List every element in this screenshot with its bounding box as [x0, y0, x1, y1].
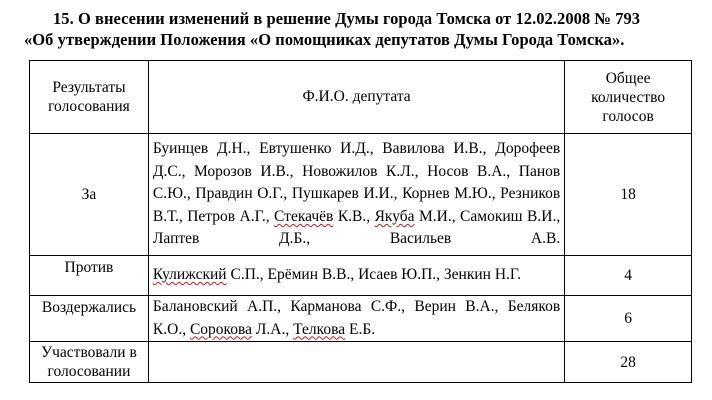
spellcheck-name: Якуба — [374, 207, 415, 225]
header-total: Общее количество голосов — [565, 61, 692, 134]
spellcheck-name: Стекачёв — [274, 207, 334, 225]
names-text: Е.Б. — [345, 320, 376, 338]
names-text: Л.А., — [252, 320, 294, 338]
table-row-participated — [30, 342, 692, 383]
total-cell: 28 — [565, 342, 692, 383]
names-cell — [148, 256, 564, 296]
header-names: Ф.И.О. депутата — [148, 61, 564, 134]
result-cell: Воздержались — [30, 296, 149, 342]
result-cell: За — [30, 134, 149, 256]
total-cell: 6 — [565, 296, 692, 342]
header-result: Результаты голосования — [30, 61, 149, 134]
names-text: Буинцев Д.Н., Евтушенко И.Д., Вавилова И.В., Дорофеев Д.С., Морозов И.В., Новожилов К.Л., Носов В.А., Панов С.Ю., Правдин О.Г., Пушкарев И.И., Корнев М.Ю., Резников В.Т., Петров А.Г., — [152, 140, 561, 225]
table-row-for — [30, 134, 692, 256]
names-text: К.В., — [333, 207, 375, 225]
table-header-row — [30, 61, 692, 134]
total-cell: 4 — [565, 256, 692, 296]
names-cell — [148, 296, 564, 342]
names-text: Балановский А.П., Карманова С.Ф., Верин В.А., Беляков К.О., — [152, 298, 561, 338]
names-text: С.П., Ерёмин В.В., Исаев Ю.П., Зенкин Н.Г. — [226, 266, 521, 284]
table-row-against — [30, 256, 692, 296]
spellcheck-name: Сорокова — [189, 320, 253, 338]
result-cell: Участвовали в голосовании — [30, 342, 149, 383]
names-text: М.И., Самокиш В.И., Лаптев Д.Б., Васильев А.В. — [152, 207, 561, 248]
names-cell-empty — [148, 342, 564, 383]
table-row-abstained — [30, 296, 692, 342]
result-cell: Против — [30, 256, 149, 296]
names-cell — [148, 134, 564, 256]
heading-line-1: 15. О внесении изменений в решение Думы города Томска от 12.02.2008 № 793 — [53, 9, 641, 28]
voting-results-table — [29, 60, 692, 383]
heading-line-2: «Об утверждении Положения «О помощниках депутатов Думы Города Томска». — [24, 30, 625, 49]
total-cell: 18 — [565, 134, 692, 256]
spellcheck-name: Кулижский — [152, 266, 227, 284]
spellcheck-name: Телкова — [293, 320, 346, 338]
